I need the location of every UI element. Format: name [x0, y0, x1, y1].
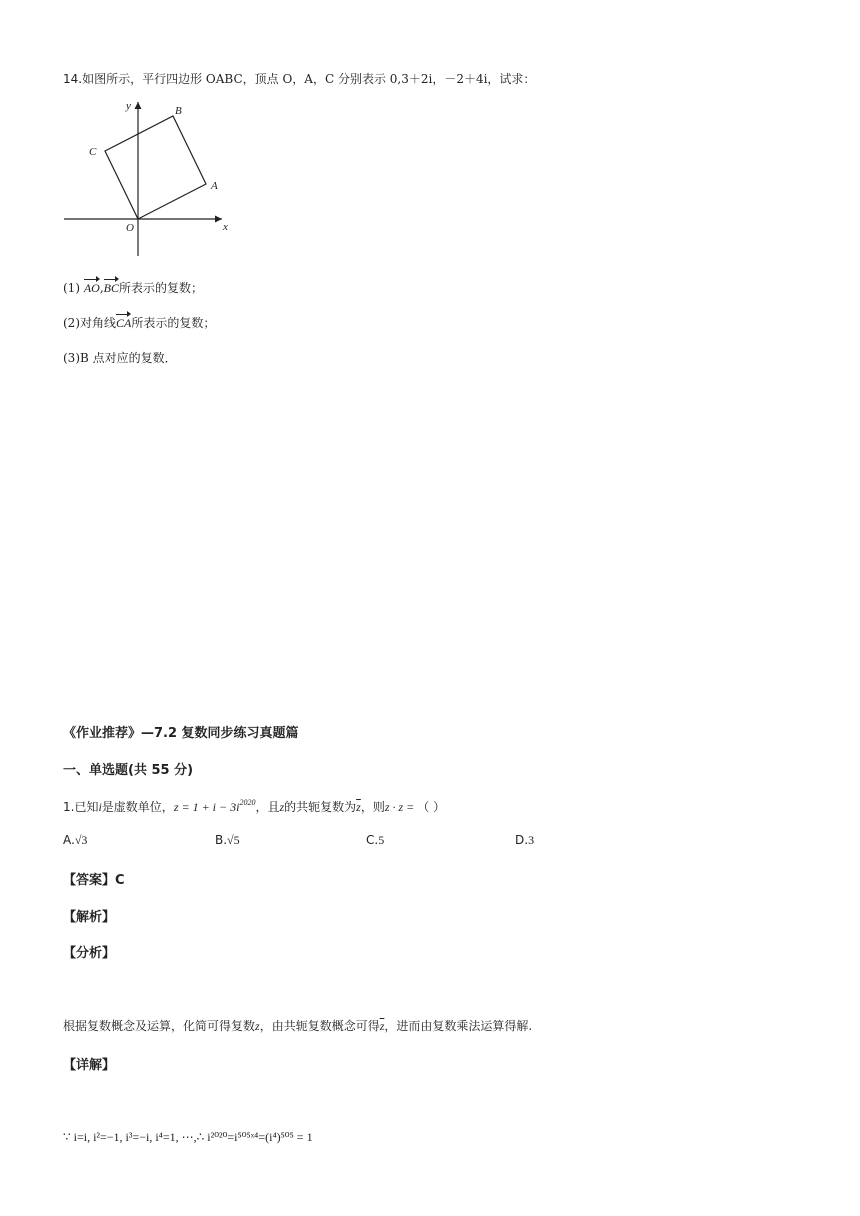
label-o: O — [126, 222, 134, 234]
label-b: B — [175, 105, 182, 117]
parallelogram-figure — [60, 96, 240, 261]
q14-part3: (3)B 点对应的复数． — [63, 351, 177, 365]
parallelogram-oabc — [105, 116, 206, 219]
option-a: A.√3 — [63, 833, 88, 847]
jiexi-label: 【解析】 — [63, 910, 116, 925]
vector-ao: AO — [83, 281, 100, 295]
q14-part2: (2)对角线CA所表示的复数； — [63, 316, 216, 330]
xiangjie-label: 【详解】 — [63, 1058, 116, 1073]
analysis-text: 根据复数概念及运算，化简可得复数z，由共轭复数概念可得$\overline{z}$，进而由复数乘法运算得解. — [63, 1019, 533, 1033]
vector-bc: BC — [103, 281, 119, 295]
q14-stem: 14.如图所示，平行四边形 OABC，顶点 O，A，C 分别表示 0,3＋2i，－2＋4i，试求： — [63, 72, 536, 86]
fenxi-label: 【分析】 — [63, 946, 116, 961]
derivation-line: ∵ i=i, i²=−1, i³=−i, i⁴=1, ⋯,∴ i²⁰²⁰=i⁵⁰⁵ˣ⁴=(i⁴)⁵⁰⁵ = 1 — [63, 1130, 313, 1144]
option-d: D.3 — [515, 833, 535, 847]
option-c: C.5 — [366, 833, 385, 847]
section-heading: 一、单选题(共 55 分) — [63, 763, 194, 778]
label-y: y — [126, 100, 131, 112]
label-x: x — [223, 221, 228, 233]
vector-ca: CA — [116, 316, 132, 330]
q14-part1: (1) AO,BC所表示的复数； — [63, 281, 203, 295]
answer-label: 【答案】C — [63, 873, 125, 888]
label-a: A — [211, 180, 218, 192]
q1-stem: 1.已知i是虚数单位，$z = 1 + i - 3i^{2020}$，且z的共轭复数为$\overline{z}$，则z · z = （ ） — [63, 798, 446, 814]
section-title: 《作业推荐》—7.2 复数同步练习真题篇 — [63, 726, 299, 741]
option-b: B.√5 — [215, 833, 240, 847]
label-c: C — [89, 146, 97, 158]
